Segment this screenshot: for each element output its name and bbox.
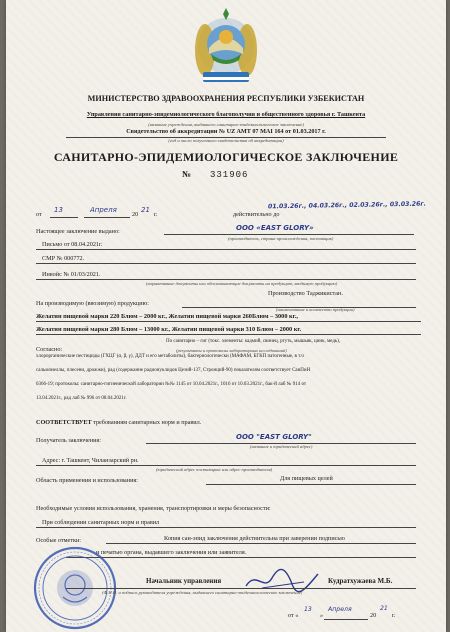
issued-to-caption: (производитель, страна происхождения, поставщик) <box>228 236 334 241</box>
date-month-line <box>84 217 130 218</box>
agreed-caption: (результаты и протоколы лабораторных исследований) <box>176 348 287 353</box>
scope-label: Область применения и использования: <box>36 477 138 484</box>
recipient-address-caption: (юридический адрес поставщика или адрес производителя) <box>156 467 273 472</box>
issued-to-line <box>164 234 414 235</box>
special-label: Особые отметки: <box>36 537 82 544</box>
conditions-label: Необходимые условия использования, хранения, транспортировки и меры безопасности: <box>36 505 271 512</box>
document-title: САНИТАРНО-ЭПИДЕМИОЛОГИЧЕСКОЕ ЗАКЛЮЧЕНИЕ <box>53 150 399 164</box>
valid-until-label: действительно до <box>233 211 280 218</box>
number-label: № <box>182 169 192 179</box>
ministry-name: МИНИСТЕРСТВО ЗДРАВООХРАНЕНИЯ РЕСПУБЛИКИ УЗБЕКИСТАН <box>87 94 365 103</box>
sign-date-from: от « <box>288 612 299 619</box>
issued-to-label: Настоящее заключение выдано: <box>36 228 120 235</box>
conditions-value: При соблюдении санитарных норм и правил <box>42 519 160 526</box>
date-day: 13 <box>54 206 63 214</box>
agreed-line-3: сальмонеллы, плесени, дрожжи), рад (содержание радионуклидов Цезий-137, Стронций-90) показателям соответствует СанПиН <box>36 368 311 373</box>
sign-date-month: Апреля <box>328 606 352 613</box>
conforms-rest: требованиям санитарных норм и правил. <box>93 419 202 426</box>
agreed-label: Согласно: <box>36 346 63 353</box>
production-line-1: Желатин пищевой марки 220 Блюм – 2000 кг., Желатин пищевой марки 260Блюм – 3000 кг., <box>36 313 298 320</box>
accreditation-line: Свидетельство об аккредитации № UZ AMT 07 MAI 164 от 01.03.2017 г. <box>126 128 326 135</box>
signature-line <box>66 588 416 589</box>
recipient-address: Адрес: г. Ташкент, Чиланзарский рн. <box>42 457 139 464</box>
date-day-line <box>50 217 78 218</box>
sign-date-year: 21 <box>380 605 388 612</box>
recipient-label: Получатель заключения: <box>36 437 101 444</box>
special-line-1-underline <box>106 543 416 544</box>
accreditation-caption: (год и число полученного свидетельства об аккредитации) <box>168 138 284 143</box>
production-caption: (наименование и количество продукции) <box>276 307 355 312</box>
department-name: Управления санитарно-эпидемиологического благополучия и общественного здоровья г. Ташкента <box>86 111 366 118</box>
date-from: от <box>36 211 42 218</box>
valid-until-dates: 01.03.26г., 04.03.26г., 02.03.26г., 03.03.26г. <box>267 200 427 211</box>
conforms-bold: СООТВЕТСТВУЕТ <box>36 419 92 426</box>
signatory-name: Кудратхужаева М.Б. <box>328 577 393 585</box>
certificate-sheet <box>6 0 446 632</box>
recipient-address-line <box>36 465 416 466</box>
documents-caption: (нормативные документы или обосновывающие документы на продукцию, вводимую продукцию) <box>146 281 338 286</box>
state-emblem-icon <box>191 8 261 88</box>
date-month: Апреля <box>90 206 117 214</box>
certificate-number: 331906 <box>210 170 249 180</box>
document-line-3 <box>36 279 416 280</box>
date-year-prefix: 20 <box>132 211 139 218</box>
producer-country: Производство Таджикистан. <box>268 290 343 297</box>
production-label: На производимую (ввозимую) продукцию: <box>36 300 149 307</box>
sign-date-month-line <box>324 619 368 620</box>
conforms-line <box>36 419 201 426</box>
conditions-line <box>36 527 416 528</box>
agreed-line-4: 0366-19; протоколы: санитарно-гигиенической лаборатории №№ 1145 от 10.04.2021г., 1016 от 10.03.2021г., бак-й лаб № 914 от <box>36 382 307 387</box>
special-line-2: и печатью органа, выдавшего заключения или заявителя. <box>96 549 247 556</box>
sign-date-mid: » <box>320 612 324 619</box>
scope-line <box>206 484 416 485</box>
document-line-2 <box>36 263 416 264</box>
recipient-value: ООО "EAST GLORY" <box>236 433 312 441</box>
date-year: 21 <box>141 206 150 214</box>
production-line-2: Желатин пищевой марки 280 Блюм – 13000 кг., Желатин пищевой марки 310 Блюм – 2000 кг. <box>36 326 302 333</box>
scope-value: Для пищевых целей <box>280 475 333 482</box>
document-smr: СМР № 000772. <box>42 255 85 262</box>
document-letter: Письмо от 08.04.2021г. <box>42 241 103 248</box>
sign-date-day: 13 <box>304 606 312 613</box>
special-line-1: Копия сан-эпид заключения действительна при заверении подписью <box>164 535 345 542</box>
document-invoice: Инвойс № 01/03/2021. <box>42 271 101 278</box>
production-line-2-underline <box>36 334 421 335</box>
signatory-title: Начальник управления <box>146 577 222 585</box>
agreed-line-1: По санитарно – гиг (токс. элементы: кадмий, свинец, ртуть, мышьяк, цинк, медь), <box>166 339 341 344</box>
issued-to-value: ООО «EAST GLORY» <box>236 224 314 232</box>
special-line-2-underline <box>66 557 416 558</box>
department-caption: (название учреждения, выдавшего санитарно-эпидемиологическое заключение) <box>148 122 304 127</box>
signature-caption: (Ф.И.О. и подпись руководителя учреждения, выдавшего санитарно-эпидемиологическое заключение) <box>102 590 303 595</box>
sign-date-year-suffix: г. <box>392 612 396 619</box>
production-line-1-underline <box>36 321 421 322</box>
recipient-caption: (название и юридический адрес) <box>250 444 313 449</box>
document-line-1 <box>36 249 416 250</box>
sign-date-year-prefix: 20 <box>370 612 377 619</box>
date-year-suffix: г. <box>154 211 158 218</box>
agreed-line-2: хлорорганические пестициды (ГХЦГ (α, β, γ), ДДТ и его метаболиты), бактериологически (МАФАМ, БГКП патогенные, в т.ч <box>36 354 304 359</box>
agreed-line-5: 13.04.2021г., рад лаб № 996 от 08.04.2021г. <box>36 396 127 401</box>
